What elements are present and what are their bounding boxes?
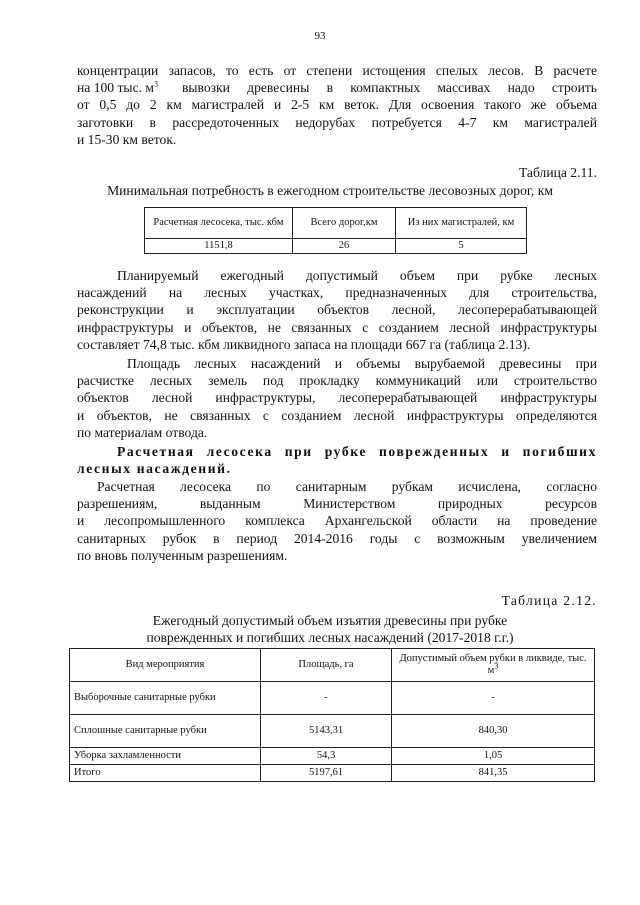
- section-heading: [77, 443, 597, 477]
- text-line: по вновь полученным разрешениям.: [77, 547, 288, 563]
- text-fragment: вывозки древесины в компактных массивах надо строить: [182, 80, 597, 96]
- column-header: Площадь, га: [261, 649, 392, 682]
- text-line: [77, 79, 597, 96]
- text-line: насаждений на лесных участках, предназначенных для строительства,: [77, 285, 597, 301]
- column-header: Вид мероприятия: [70, 649, 261, 682]
- page-number: 93: [314, 30, 326, 42]
- text-line: по материалам отвода.: [77, 424, 208, 440]
- table-cell: 841,35: [392, 765, 595, 782]
- table-cell: 5143,31: [261, 715, 392, 748]
- text-line: составляет 74,8 тыс. кбм ликвидного запаса на площади 667 га (таблица 2.13).: [77, 336, 531, 352]
- table-2-12: [69, 648, 595, 782]
- text-line: концентрации запасов, то есть от степени истощения спелых лесов. В расчете: [77, 63, 597, 78]
- text-line: и лесопромышленного комплекса Архангельской области на проведение: [77, 513, 597, 529]
- text-line: объектов лесной инфраструктуры, лесоперерабатывающей инфраструктуры: [77, 390, 597, 406]
- table-header-row: [70, 649, 595, 682]
- text-line: от 0,5 до 2 км магистралей и 2-5 км веток. Для освоения такого же объема: [77, 97, 597, 113]
- table-row: [70, 765, 595, 782]
- heading-line: Расчетная лесосека при рубке поврежденных и погибших: [117, 444, 597, 459]
- paragraph-area-volumes: [77, 355, 597, 441]
- text-line: заготовки в рассредоточенных недорубах потребуется 4-7 км магистралей: [77, 114, 597, 130]
- text-line: реконструкции и эксплуатации объектов лесной, лесоперерабатывающей: [77, 302, 597, 318]
- table-2-11-label: Таблица 2.11.: [518, 165, 597, 180]
- table-cell: 1151,8: [145, 239, 293, 254]
- table-cell: 840,30: [392, 715, 595, 748]
- text-fragment: на 100 тыс. $м^3$: [77, 79, 159, 96]
- text-line: и объектов, не связанных с созданием лесной инфраструктуры определяются: [77, 407, 597, 423]
- column-header: Всего дорог,км: [293, 208, 396, 239]
- table-cell: 1,05: [392, 748, 595, 765]
- table-row: [70, 715, 595, 748]
- column-header: Допустимый объем рубки в ликвиде, тыс. $м^3$: [392, 649, 595, 682]
- text-line: расчистке лесных земель под прокладку коммуникаций или строительство: [77, 373, 597, 389]
- table-row: [70, 682, 595, 715]
- caption-line: Ежегодный допустимый объем изъятия древесины при рубке: [152, 613, 508, 628]
- text-line: Расчетная лесосека по санитарным рубкам исчислена, согласно: [97, 479, 597, 494]
- paragraph-planned-volume: [77, 267, 597, 353]
- paragraph-road-concentration: [77, 62, 597, 148]
- text-line: и 15-30 км веток.: [77, 131, 177, 147]
- text-line: разрешениям, выданным Министерством природных ресурсов: [77, 496, 597, 512]
- table-cell: 26: [293, 239, 396, 254]
- text-line: инфраструктуры и объектов, не связанных с созданием лесной инфраструктуры: [77, 319, 597, 335]
- table-cell: Сплошные санитарные рубки: [70, 715, 261, 748]
- text-line: санитарных рубок в период 2014-2016 годы с возможным увеличением: [77, 530, 597, 546]
- table-cell: 5: [396, 239, 527, 254]
- text-line: Планируемый ежегодный допустимый объем при рубке лесных: [117, 268, 597, 283]
- table-cell: Уборка захламленности: [70, 748, 261, 765]
- table-header-row: [145, 208, 527, 239]
- table-cell: 54,3: [261, 748, 392, 765]
- heading-line: лесных насаждений.: [77, 461, 232, 477]
- table-cell: Итого: [70, 765, 261, 782]
- table-2-11-caption: Минимальная потребность в ежегодном строительстве лесовозных дорог, км: [107, 183, 553, 198]
- table-cell: 5197,61: [261, 765, 392, 782]
- table-2-12-label: Таблица 2.12.: [501, 593, 597, 608]
- table-cell: -: [261, 682, 392, 715]
- table-cell: -: [392, 682, 595, 715]
- table-cell: Выборочные санитарные рубки: [70, 682, 261, 715]
- table-row: [145, 239, 527, 254]
- column-header: Из них магистралей, км: [396, 208, 527, 239]
- table-2-12-caption: [60, 612, 600, 646]
- table-row: [70, 748, 595, 765]
- table-2-11: [144, 207, 527, 254]
- text-line: Площадь лесных насаждений и объемы вырубаемой древесины при: [127, 356, 597, 371]
- column-header: Расчетная лесосека, тыс. кбм: [145, 208, 293, 239]
- caption-line: поврежденных и погибших лесных насаждений (2017-2018 г.г.): [146, 630, 514, 646]
- paragraph-sanitary-felling: [77, 478, 597, 564]
